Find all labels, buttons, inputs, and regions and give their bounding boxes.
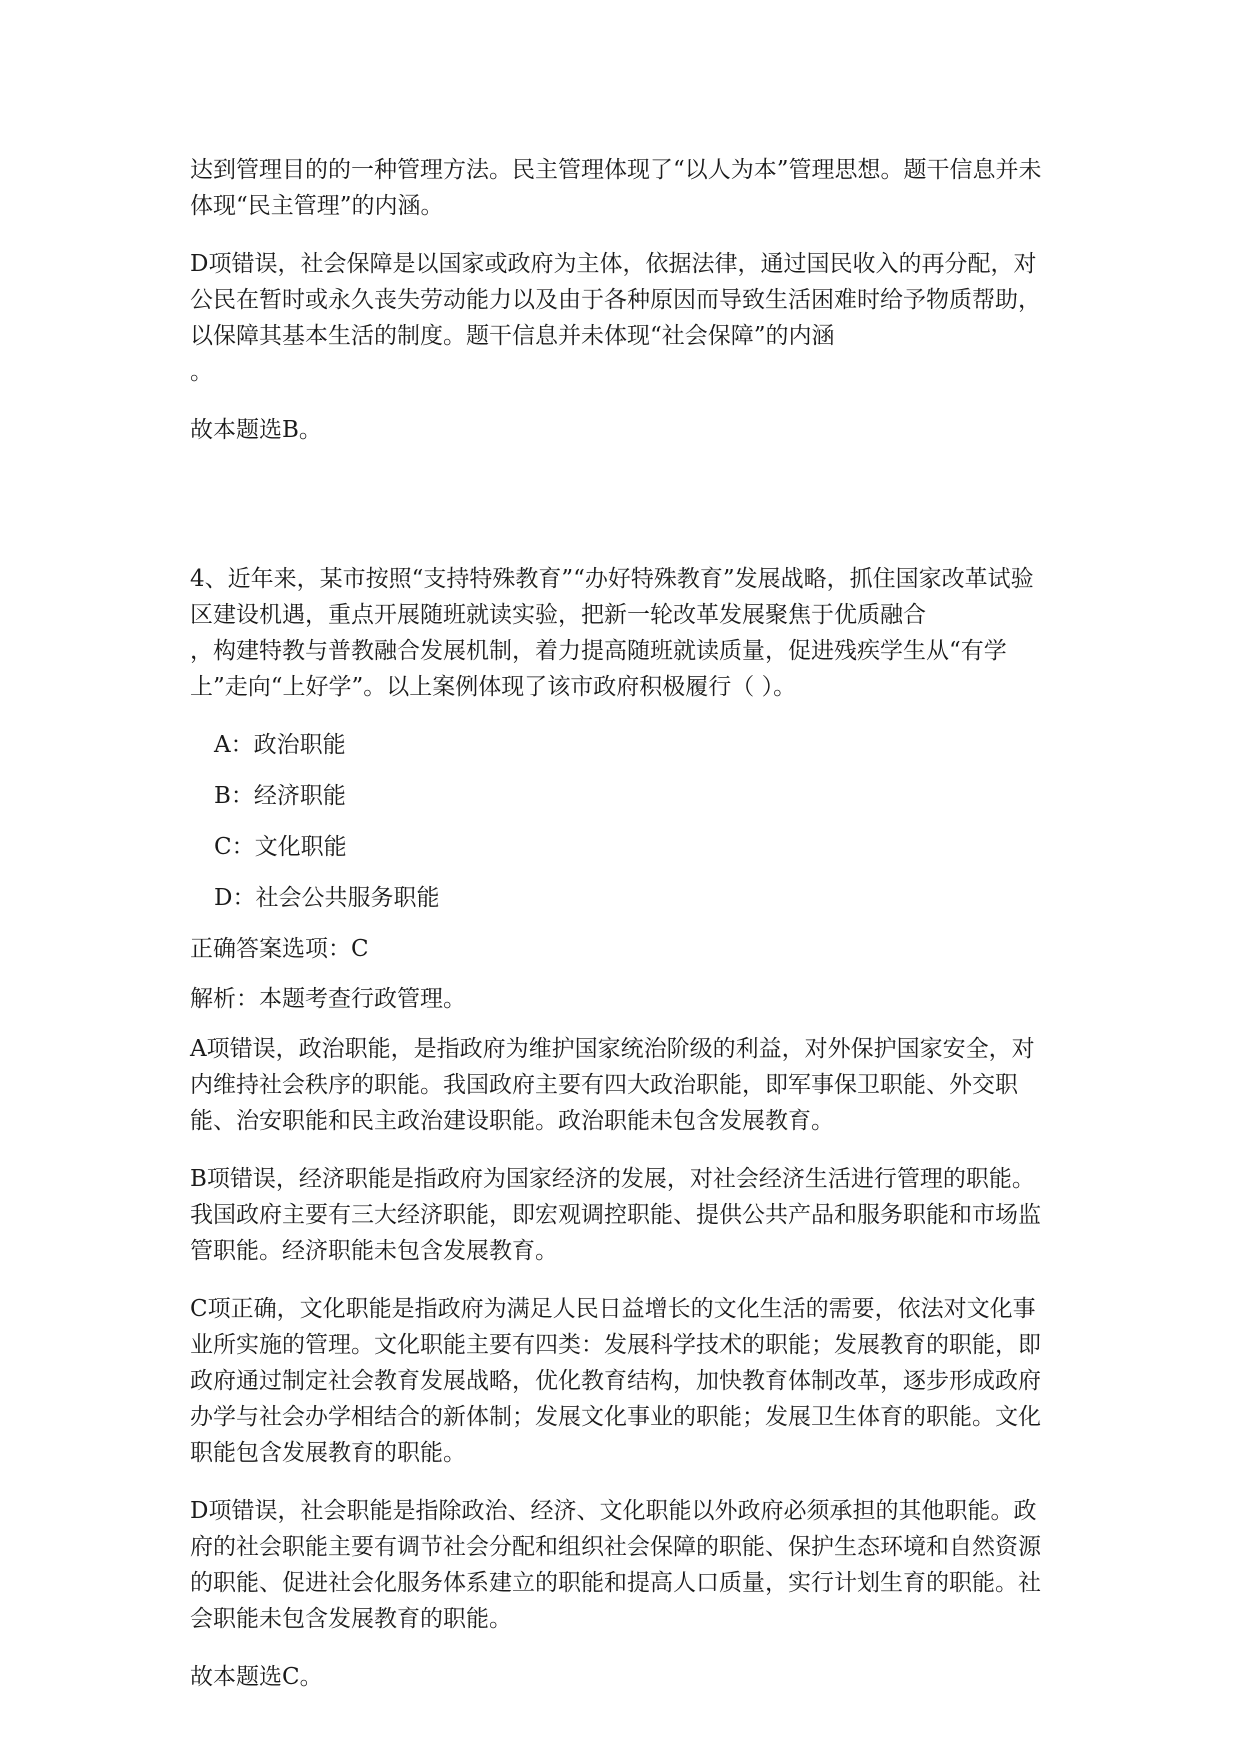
conclusion: 故本题选C。 [190, 1664, 323, 1690]
prev-explanation-c-tail: 达到管理目的的一种管理方法。民主管理体现了“以人为本”管理思想。题干信息并未体现“民主管理”的内涵。 [190, 157, 1042, 219]
explanation-c: C项正确，文化职能是指政府为满足人民日益增长的文化生活的需要，依法对文化事业所实施的管理。文化职能主要有四类：发展科学技术的职能；发展教育的职能，即政府通过制定社会教育发展战略，优化教育结构，加快教育体制改革，逐步形成政府办学与社会办学相结合的新体制；发展文化事业的职能；发展卫生体育的职能。文化职能包含发展教育的职能。 [190, 1296, 1041, 1466]
option-c: C：文化职能 [214, 834, 347, 860]
explanation-a: A项错误，政治职能，是指政府为维护国家统治阶级的利益，对外保护国家安全，对内维持社会秩序的职能。我国政府主要有四大政治职能，即军事保卫职能、外交职能、治安职能和民主政治建设职能。政治职能未包含发展教育。 [190, 1036, 1035, 1134]
analysis-heading: 解析：本题考查行政管理。 [190, 986, 466, 1012]
option-a: A：政治职能 [214, 732, 346, 758]
prev-conclusion: 故本题选B。 [190, 417, 322, 443]
section-gap [190, 470, 1050, 561]
explanation-d: D项错误，社会职能是指除政治、经济、文化职能以外政府必须承担的其他职能。政府的社会职能主要有调节社会分配和组织社会保障的职能、保护生态环境和自然资源的职能、促进社会化服务体系建立的职能和提高人口质量，实行计划生育的职能。社会职能未包含发展教育的职能。 [190, 1498, 1041, 1632]
document-page [190, 152, 1050, 1717]
option-b: B：经济职能 [214, 783, 346, 809]
prev-explanation-d: D项错误，社会保障是以国家或政府为主体，依据法律，通过国民收入的再分配，对公民在暂时或永久丧失劳动能力以及由于各种原因而导致生活困难时给予物质帮助，以保障其基本生活的制度。题干信息并未体现“社会保障”的内涵 。 [190, 251, 1041, 385]
option-d: D：社会公共服务职能 [214, 885, 440, 911]
question-stem: 4、近年来，某市按照“支持特殊教育”“办好特殊教育”发展战略，抓住国家改革试验区建设机遇，重点开展随班就读实验，把新一轮改革发展聚焦于优质融合 ，构建特教与普教融合发展机制，着力提高随班就读质量，促进残疾学生从“有学上”走向“上好学”。以上案例体现了该市政府积极履行（ ）。 [190, 566, 1034, 700]
correct-answer: 正确答案选项：C [190, 936, 369, 962]
explanation-b: B项错误，经济职能是指政府为国家经济的发展，对社会经济生活进行管理的职能。我国政府主要有三大经济职能，即宏观调控职能、提供公共产品和服务职能和市场监管职能。经济职能未包含发展教育。 [190, 1166, 1041, 1264]
